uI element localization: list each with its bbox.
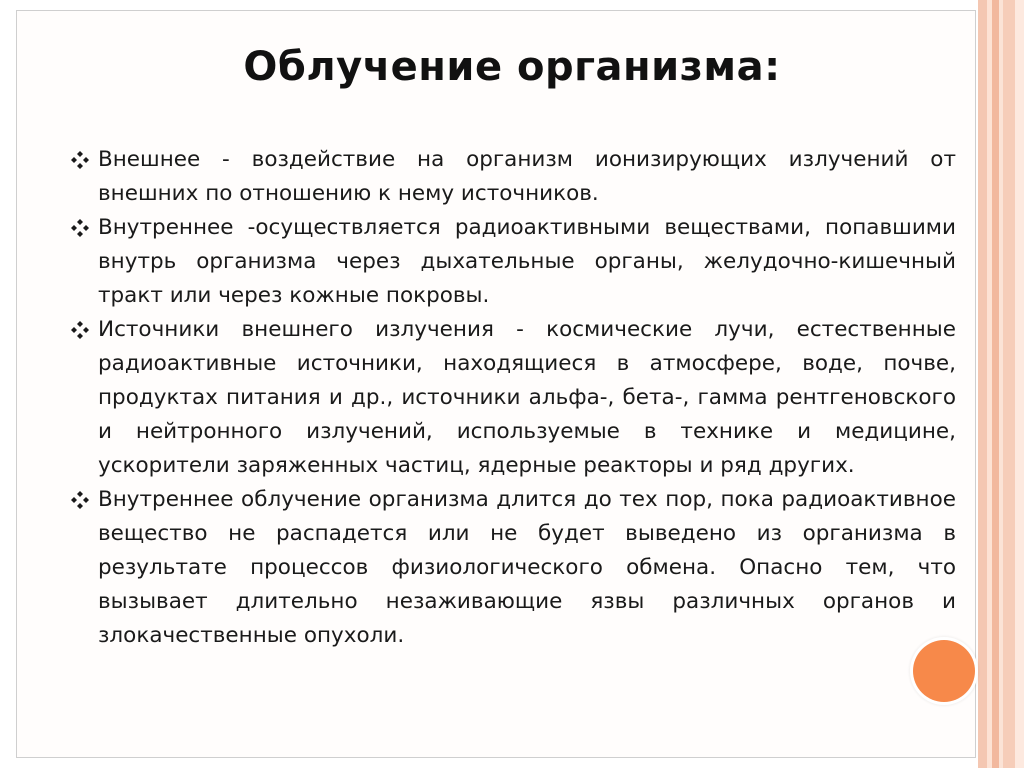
- bullet-item: [98, 143, 956, 211]
- bullet-text: Источники внешнего излучения - космические лучи, естественные радиоактивные источники, находящиеся в атмосфере, воде, почве, продуктах питания и др., источники альфа-, бета-, гамма рентгеновского и нейтронного излучений, используемые в технике и медицине, ускорители заряженных частиц, ядерные реакторы и ряд других.: [98, 317, 956, 478]
- bullet-item: [98, 211, 956, 313]
- bullet-text: Внутреннее -осуществляется радиоактивными веществами, попавшими внутрь организма через дыхательные органы, желудочно-кишечный тракт или через кожные покровы.: [98, 215, 956, 308]
- bullet-list: [98, 143, 956, 653]
- four-diamond-bullet-icon: [68, 483, 92, 517]
- four-diamond-bullet-icon: [68, 143, 92, 177]
- slide-title: Облучение организма:: [243, 44, 781, 90]
- bullet-item: [98, 483, 956, 653]
- decorative-stripe: [1015, 0, 1024, 768]
- four-diamond-bullet-icon: [68, 313, 92, 347]
- bullet-text: Внутреннее облучение организма длится до тех пор, пока радиоактивное вещество не распадется или не будет выведено из организма в результате процессов физиологического обмена. Опасно тем, что вызывает длительно незаживающие язвы различных органов и злокачественные опухоли.: [98, 487, 956, 648]
- orange-circle-decoration: [913, 640, 975, 702]
- four-diamond-bullet-icon: [68, 211, 92, 245]
- decorative-stripe: [992, 0, 999, 768]
- bullet-text: Внешнее - воздействие на организм ионизирующих излучений от внешних по отношению к нему источников.: [98, 147, 956, 206]
- decorative-stripe: [978, 0, 987, 768]
- bullet-item: [98, 313, 956, 483]
- decorative-stripe: [1003, 0, 1015, 768]
